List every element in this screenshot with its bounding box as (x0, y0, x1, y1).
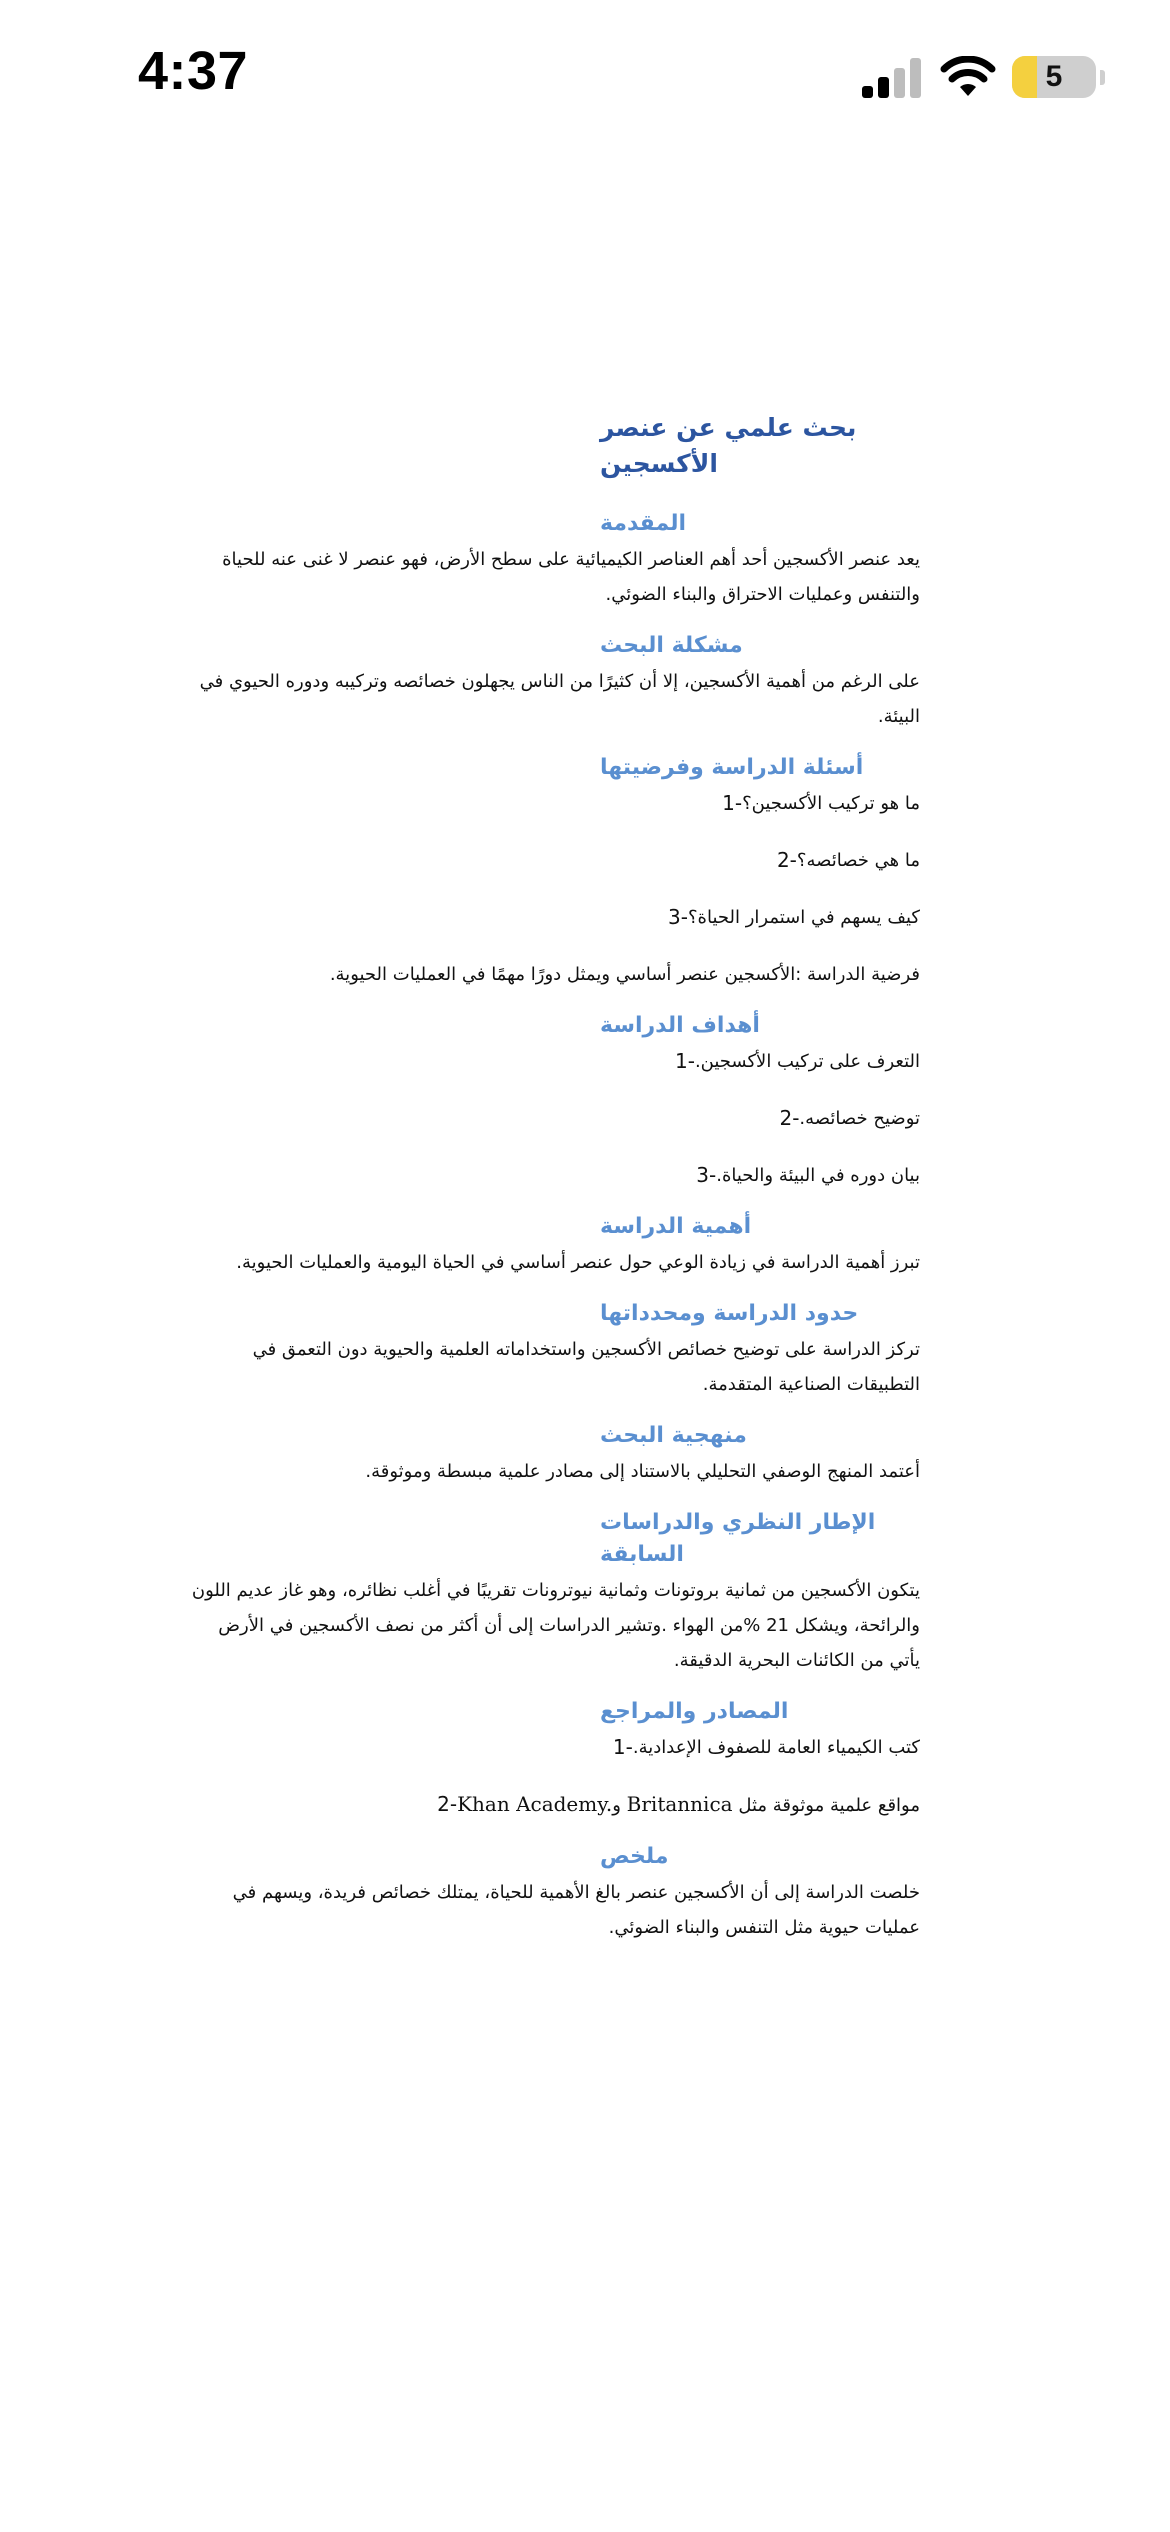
signal-bar-3 (894, 68, 905, 98)
summary-paragraph: خلصت الدراسة إلى أن الأكسجين عنصر بالغ الأهمية للحياة، يمتلك خصائص فريدة، ويسهم في عمليات حيوية مثل التنفس والبناء الضوئي. (232, 1882, 920, 1938)
section-heading-references: المصادر والمراجع (600, 1699, 789, 1724)
objective-text: التعرف على تركيب الأكسجين. (694, 1051, 920, 1072)
importance-paragraph: تبرز أهمية الدراسة في زيادة الوعي حول عنصر أساسي في الحياة اليومية والعمليات الحيوية. (236, 1252, 920, 1273)
document-body (190, 410, 920, 1945)
reference-number: 2- (437, 1792, 458, 1816)
reference-text: كتب الكيمياء العامة للصفوف الإعدادية. (632, 1737, 920, 1758)
reference-item (190, 1730, 920, 1765)
objective-item (190, 1158, 920, 1193)
signal-bar-2 (878, 77, 889, 98)
section-heading-questions: أسئلة الدراسة وفرضيتها (600, 755, 864, 780)
objective-number: 1- (675, 1049, 695, 1073)
question-item (190, 843, 920, 878)
status-bar (0, 0, 1170, 150)
objective-item (190, 1044, 920, 1079)
question-text: ما هي خصائصه؟ (796, 850, 920, 871)
reference-joiner: و (612, 1795, 621, 1816)
limits-paragraph: تركز الدراسة على توضيح خصائص الأكسجين واستخداماته العلمية والحيوية دون التعمق في التطبيقات الصناعية المتقدمة. (252, 1339, 920, 1395)
reference-source-britannica: Britannica (626, 1792, 733, 1816)
intro-paragraph: يعد عنصر الأكسجين أحد أهم العناصر الكيميائية على سطح الأرض، فهو عنصر لا غنى عنه للحياة والتنفس وعمليات الاحتراق والبناء الضوئي. (222, 549, 920, 605)
objective-number: 3- (696, 1163, 717, 1187)
objective-text: بيان دوره في البيئة والحياة. (716, 1165, 920, 1186)
status-time: 4:37 (138, 41, 249, 101)
problem-paragraph: على الرغم من أهمية الأكسجين، إلا أن كثيرًا من الناس يجهلون خصائصه وتركيبه ودوره الحيوي في البيئة. (199, 671, 920, 727)
reference-prefix: مواقع علمية موثوقة مثل (738, 1795, 920, 1816)
section-heading-methodology: منهجية البحث (600, 1423, 747, 1448)
section-heading-summary: ملخص (600, 1844, 669, 1869)
wifi-icon (940, 56, 996, 98)
question-number: 1- (722, 791, 743, 815)
battery-tip (1100, 70, 1105, 85)
signal-bar-1 (862, 86, 873, 98)
section-heading-limits: حدود الدراسة ومحدداتها (600, 1301, 859, 1326)
question-item (190, 786, 920, 821)
section-heading-intro: المقدمة (600, 511, 687, 536)
signal-icon (862, 58, 924, 98)
reference-item (190, 1787, 920, 1823)
hypothesis-paragraph: فرضية الدراسة :الأكسجين عنصر أساسي ويمثل دورًا مهمًا في العمليات الحيوية. (329, 964, 920, 985)
reference-number: 1- (612, 1735, 633, 1759)
section-heading-importance: أهمية الدراسة (600, 1214, 752, 1239)
framework-paragraph: يتكون الأكسجين من ثمانية بروتونات وثمانية نيوترونات تقريبًا في أغلب نظائره، وهو غاز عديم اللون والرائحة، ويشكل 21 %من الهواء .وتشير الدراسات إلى أن أكثر من نصف الأكسجين في الأرض يأتي من الكائنات البحرية الدقيقة. (191, 1580, 920, 1671)
objective-item (190, 1101, 920, 1136)
reference-source-khan-academy: Khan Academy. (457, 1792, 613, 1816)
reference-text (457, 1787, 920, 1823)
section-heading-objectives: أهداف الدراسة (600, 1013, 760, 1038)
section-heading-framework: الإطار النظري والدراسات السابقة (600, 1510, 876, 1567)
document-title: بحث علمي عن عنصر الأكسجين (600, 413, 857, 478)
question-number: 3- (668, 905, 688, 929)
objective-number: 2- (779, 1106, 800, 1130)
battery-icon (1012, 56, 1096, 98)
methodology-paragraph: أعتمد المنهج الوصفي التحليلي بالاستناد إلى مصادر علمية مبسطة وموثوقة. (365, 1461, 920, 1482)
question-number: 2- (776, 848, 797, 872)
objective-text: توضيح خصائصه. (799, 1108, 920, 1129)
section-heading-problem: مشكلة البحث (600, 633, 743, 658)
question-text: كيف يسهم في استمرار الحياة؟ (687, 907, 920, 928)
question-text: ما هو تركيب الأكسجين؟ (742, 793, 920, 814)
signal-bar-4 (910, 58, 921, 98)
battery-level: 5 (1045, 60, 1063, 93)
question-item (190, 900, 920, 935)
